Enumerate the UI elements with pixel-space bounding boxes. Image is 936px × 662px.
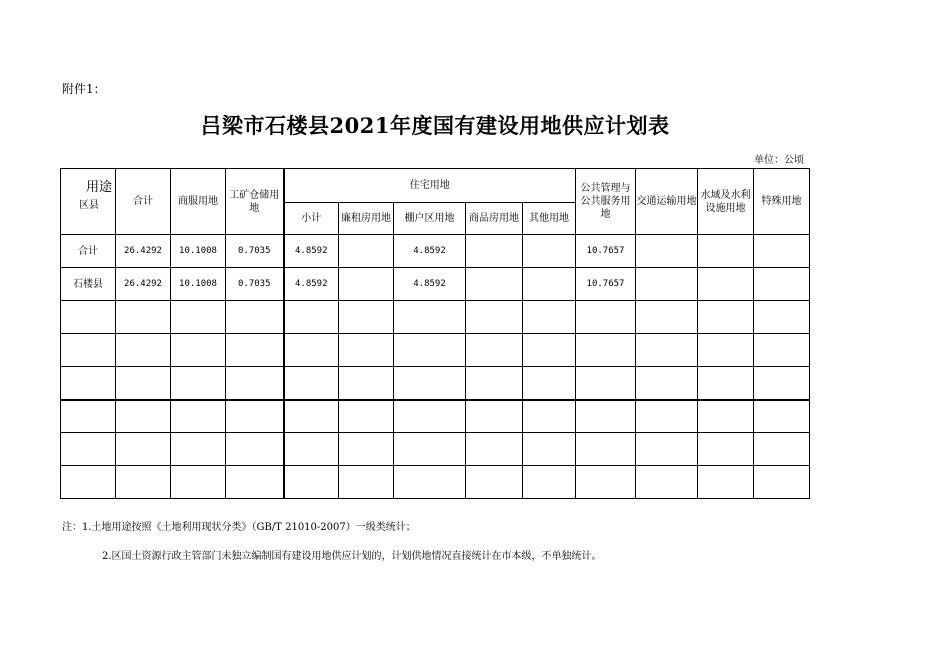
empty-cell [284, 466, 339, 499]
empty-cell [466, 400, 523, 433]
cell-res-commodity [466, 235, 523, 268]
cell-res-other [523, 268, 576, 301]
empty-cell [636, 301, 698, 334]
empty-cell [339, 400, 394, 433]
empty-cell [576, 433, 636, 466]
land-supply-table [60, 168, 810, 499]
cell-res-shanty: 4.8592 [394, 235, 466, 268]
header-res-shanty: 棚户区用地 [394, 203, 466, 235]
empty-cell [171, 400, 226, 433]
cell-res-lowrent [339, 235, 394, 268]
cell-industrial: 0.7035 [226, 268, 284, 301]
empty-cell [226, 334, 284, 367]
empty-cell [171, 301, 226, 334]
empty-cell [698, 466, 754, 499]
empty-cell [394, 433, 466, 466]
empty-cell [284, 334, 339, 367]
empty-cell [466, 433, 523, 466]
cell-industrial: 0.7035 [226, 235, 284, 268]
empty-cell [523, 400, 576, 433]
header-total: 合计 [116, 169, 171, 235]
empty-cell [116, 334, 171, 367]
header-res-subtotal: 小计 [284, 203, 339, 235]
empty-cell [339, 334, 394, 367]
note-2: 2.区国土资源行政主管部门未独立编制国有建设用地供应计划的，计划供地情况直接统计在市本级，不单独统计。 [102, 551, 602, 562]
empty-cell [636, 466, 698, 499]
empty-cell [226, 301, 284, 334]
empty-cell [523, 466, 576, 499]
page-title: 吕梁市石楼县2021年度国有建设用地供应计划表 [200, 113, 670, 138]
empty-cell [523, 301, 576, 334]
empty-cell [226, 367, 284, 400]
empty-cell [394, 400, 466, 433]
empty-cell [754, 466, 810, 499]
header-special: 特殊用地 [754, 169, 810, 235]
empty-cell [226, 400, 284, 433]
empty-cell [523, 334, 576, 367]
empty-cell [754, 367, 810, 400]
cell-water [698, 268, 754, 301]
empty-cell [116, 400, 171, 433]
table-row [61, 235, 810, 268]
cell-transport [636, 235, 698, 268]
header-water: 水域及水利设施用地 [698, 169, 754, 235]
cell-special [754, 235, 810, 268]
header-res-commodity: 商品房用地 [466, 203, 523, 235]
empty-cell [61, 400, 116, 433]
empty-cell [116, 301, 171, 334]
cell-commercial: 10.1008 [171, 235, 226, 268]
empty-row [61, 433, 810, 466]
cell-res-shanty: 4.8592 [394, 268, 466, 301]
empty-cell [698, 334, 754, 367]
empty-cell [226, 433, 284, 466]
empty-cell [394, 466, 466, 499]
cell-commercial: 10.1008 [171, 268, 226, 301]
cell-special [754, 268, 810, 301]
empty-cell [61, 466, 116, 499]
empty-cell [61, 301, 116, 334]
cell-public: 10.7657 [576, 268, 636, 301]
empty-cell [754, 301, 810, 334]
empty-cell [636, 334, 698, 367]
unit-label: 单位：公顷 [754, 155, 804, 166]
empty-row [61, 466, 810, 499]
empty-cell [394, 301, 466, 334]
row-name: 石楼县 [61, 268, 116, 301]
empty-cell [466, 466, 523, 499]
empty-row [61, 334, 810, 367]
empty-cell [171, 367, 226, 400]
empty-cell [754, 334, 810, 367]
corner-county: 区县 [79, 200, 99, 211]
empty-cell [116, 367, 171, 400]
attachment-label: 附件1： [62, 82, 106, 96]
cell-public: 10.7657 [576, 235, 636, 268]
empty-cell [466, 367, 523, 400]
cell-res-subtotal: 4.8592 [284, 235, 339, 268]
cell-transport [636, 268, 698, 301]
header-public-service: 公共管理与公共服务用地 [576, 169, 636, 235]
empty-cell [171, 334, 226, 367]
empty-cell [698, 301, 754, 334]
cell-water [698, 235, 754, 268]
empty-cell [754, 433, 810, 466]
header-transport: 交通运输用地 [636, 169, 698, 235]
empty-cell [523, 433, 576, 466]
corner-usage: 用途 [86, 180, 113, 195]
empty-cell [394, 367, 466, 400]
empty-cell [523, 367, 576, 400]
empty-cell [466, 301, 523, 334]
empty-cell [466, 334, 523, 367]
empty-cell [339, 367, 394, 400]
empty-cell [698, 367, 754, 400]
empty-cell [171, 433, 226, 466]
table-row [61, 268, 810, 301]
empty-cell [284, 433, 339, 466]
empty-cell [636, 400, 698, 433]
empty-cell [284, 400, 339, 433]
cell-total: 26.4292 [116, 235, 171, 268]
empty-cell [339, 466, 394, 499]
empty-cell [698, 400, 754, 433]
empty-cell [61, 433, 116, 466]
cell-total: 26.4292 [116, 268, 171, 301]
empty-cell [339, 433, 394, 466]
empty-cell [61, 334, 116, 367]
empty-cell [636, 433, 698, 466]
header-commercial: 商服用地 [171, 169, 226, 235]
empty-cell [61, 367, 116, 400]
empty-cell [339, 301, 394, 334]
empty-cell [636, 367, 698, 400]
empty-cell [284, 367, 339, 400]
empty-cell [576, 334, 636, 367]
empty-row [61, 367, 810, 400]
cell-res-commodity [466, 268, 523, 301]
cell-res-subtotal: 4.8592 [284, 268, 339, 301]
empty-cell [226, 466, 284, 499]
empty-cell [576, 400, 636, 433]
cell-res-lowrent [339, 268, 394, 301]
header-res-other: 其他用地 [523, 203, 576, 235]
empty-row [61, 400, 810, 433]
empty-cell [171, 466, 226, 499]
empty-cell [116, 466, 171, 499]
empty-row [61, 301, 810, 334]
empty-cell [284, 301, 339, 334]
empty-cell [698, 433, 754, 466]
empty-cell [576, 301, 636, 334]
empty-cell [116, 433, 171, 466]
empty-cell [576, 367, 636, 400]
cell-res-other [523, 235, 576, 268]
note-1: 注：1.土地用途按照《土地利用现状分类》（GB/T 21010-2007）一级类统计； [62, 522, 416, 533]
empty-cell [754, 400, 810, 433]
row-name: 合计 [61, 235, 116, 268]
header-res-lowrent: 廉租房用地 [339, 203, 394, 235]
header-industrial: 工矿仓储用地 [226, 169, 284, 235]
header-residential: 住宅用地 [284, 169, 576, 203]
empty-cell [394, 334, 466, 367]
empty-cell [576, 466, 636, 499]
corner-header [61, 169, 116, 235]
